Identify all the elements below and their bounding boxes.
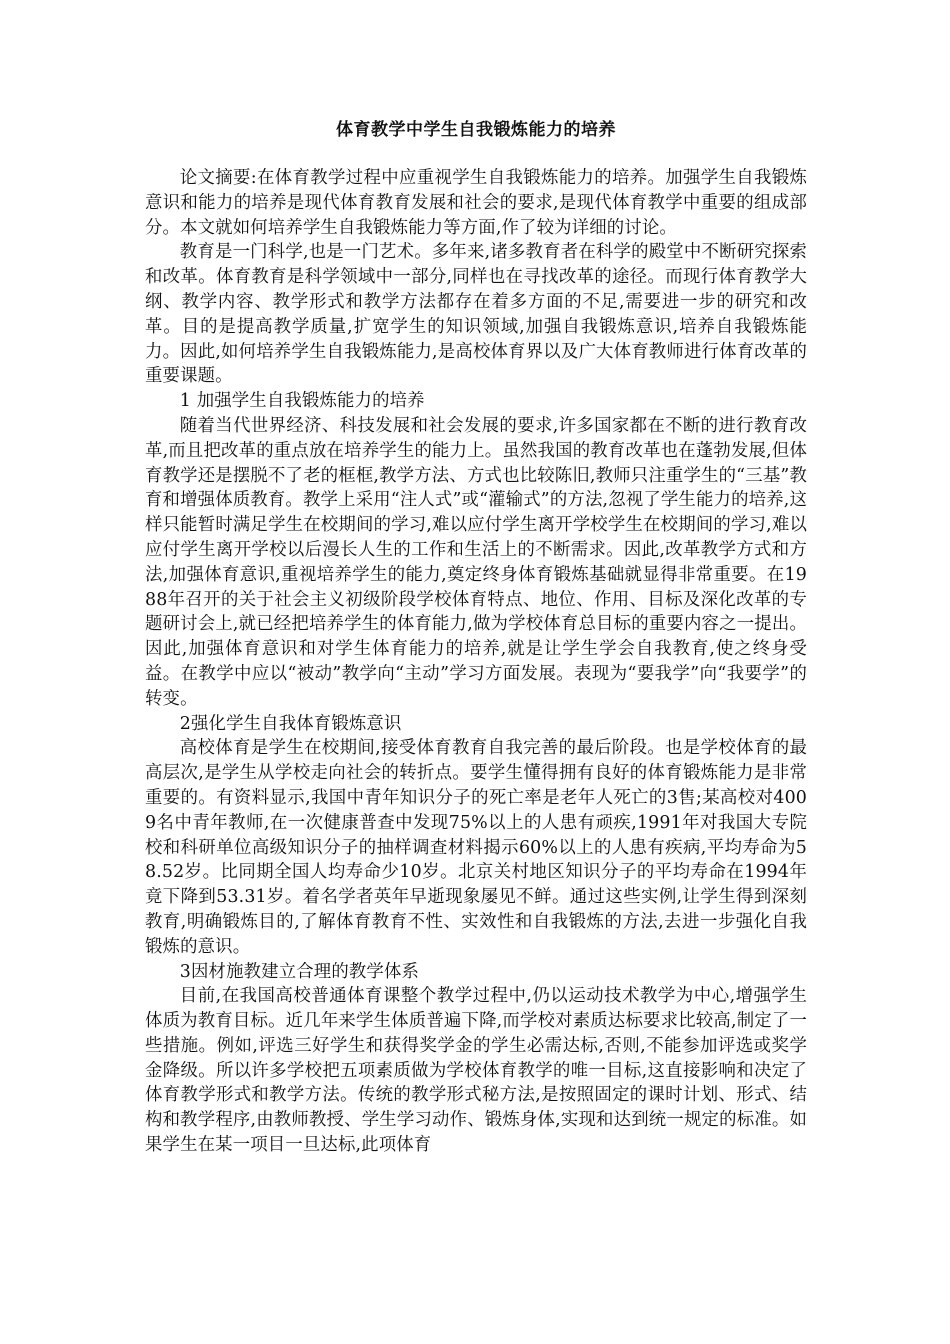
section-2-body: 高校体育是学生在校期间,接受体育教育自我完善的最后阶段。也是学校体育的最高层次,是学生从学校走向社会的转折点。要学生懂得拥有良好的体育锻炼能力是非常重要的。有资料显示,我国中青年知识分子的死亡率是老年人死亡的3售;某高校对4009名中青年教师,在一次健康普查中发现75%以上的人患有顽疾,1991年对我国大专院校和科研单位高级知识分子的抽样调查材料揭示60%以上的人患有疾病,平均寿命为58.52岁。比同期全国人均寿命少10岁。北京关村地区知识分子的平均寿命在1994年竟下降到53.31岁。着名学者英年早逝现象屡见不鲜。通过这些实例,让学生得到深刻教育,明确锻炼目的,了解体育教育不性、实效性和自我锻炼的方法,去进一步强化自我锻炼的意识。 [145,738,807,957]
section-3-body: 目前,在我国高校普通体育课整个教学过程中,仍以运动技术教学为中心,增强学生体质为教育目标。近几年来学生体质普遍下降,而学校对素质达标要求比较高,制定了一些措施。例如,评选三好学生和获得奖学金的学生必需达标,否则,不能参加评选或奖学金降级。所以许多学校把五项素质做为学校体育教学的唯一目标,这直接影响和决定了体育教学形式和教学方法。传统的教学形式秘方法,是按照固定的课时计划、形式、结构和教学程序,由教师教授、学生学习动作、锻炼身体,实现和达到统一规定的标准。如果学生在某一项目一旦达标,此项体育 [145,986,807,1156]
abstract-paragraph: 论文摘要:在体育教学过程中应重视学生自我锻炼能力的培养。加强学生自我锻炼意识和能力的培养是现代体育教育发展和社会的要求,是现代体育教学中重要的组成部分。本文就如何培养学生自我锻炼能力等方面,作了较为详细的讨论。 [145,168,807,238]
intro-paragraph: 教育是一门科学,也是一门艺术。多年来,诸多教育者在科学的殿堂中不断研究探索和改革。体育教育是科学领域中一部分,同样也在寻找改革的途径。而现行体育教学大纲、教学内容、教学形式和教学方法都存在着多方面的不足,需要进一步的研究和改革。目的是提高教学质量,扩宽学生的知识领域,加强自我锻炼意识,培养自我锻炼能力。因此,如何培养学生自我锻炼能力,是高校体育界以及广大体育教师进行体育改革的重要课题。 [145,242,807,387]
document-title: 体育教学中学生自我锻炼能力的培养 [336,120,616,140]
section-3-heading: 3因材施教建立合理的教学体系 [179,961,420,982]
section-2-heading: 2强化学生自我体育锻炼意识 [179,713,402,734]
section-1-body: 随着当代世界经济、科技发展和社会发展的要求,许多国家都在不断的进行教育改革,而且把改革的重点放在培养学生的能力上。虽然我国的教育改革也在蓬勃发展,但体育教学还是摆脱不了老的框框,教学方法、方式也比较陈旧,教师只注重学生的“三基”教育和增强体质教育。教学上采用“注人式”或“灌输式”的方法,忽视了学生能力的培养,这样只能暂时满足学生在校期间的学习,难以应付学生离开学校学生在校期间的学习,难以应付学生离开学校以后漫长人生的工作和生活上的不断需求。因此,改革教学方式和方法,加强体育意识,重视培养学生的能力,奠定终身体育锻炼基础就显得非常重要。在1988年召开的关于社会主义初级阶段学校体育特点、地位、作用、目标及深化改革的专题研讨会上,就已经把培养学生的体育能力,做为学校体育总目标的重要内容之一提出。因此,加强体育意识和对学生体育能力的培养,就是让学生学会自我教育,使之终身受益。在教学中应以“被动”教学向“主动”学习方面发展。表现为“要我学”向“我要学”的转变。 [145,415,807,709]
section-1-heading: 1 加强学生自我锻炼能力的培养 [179,391,425,412]
document-page [145,118,807,1158]
